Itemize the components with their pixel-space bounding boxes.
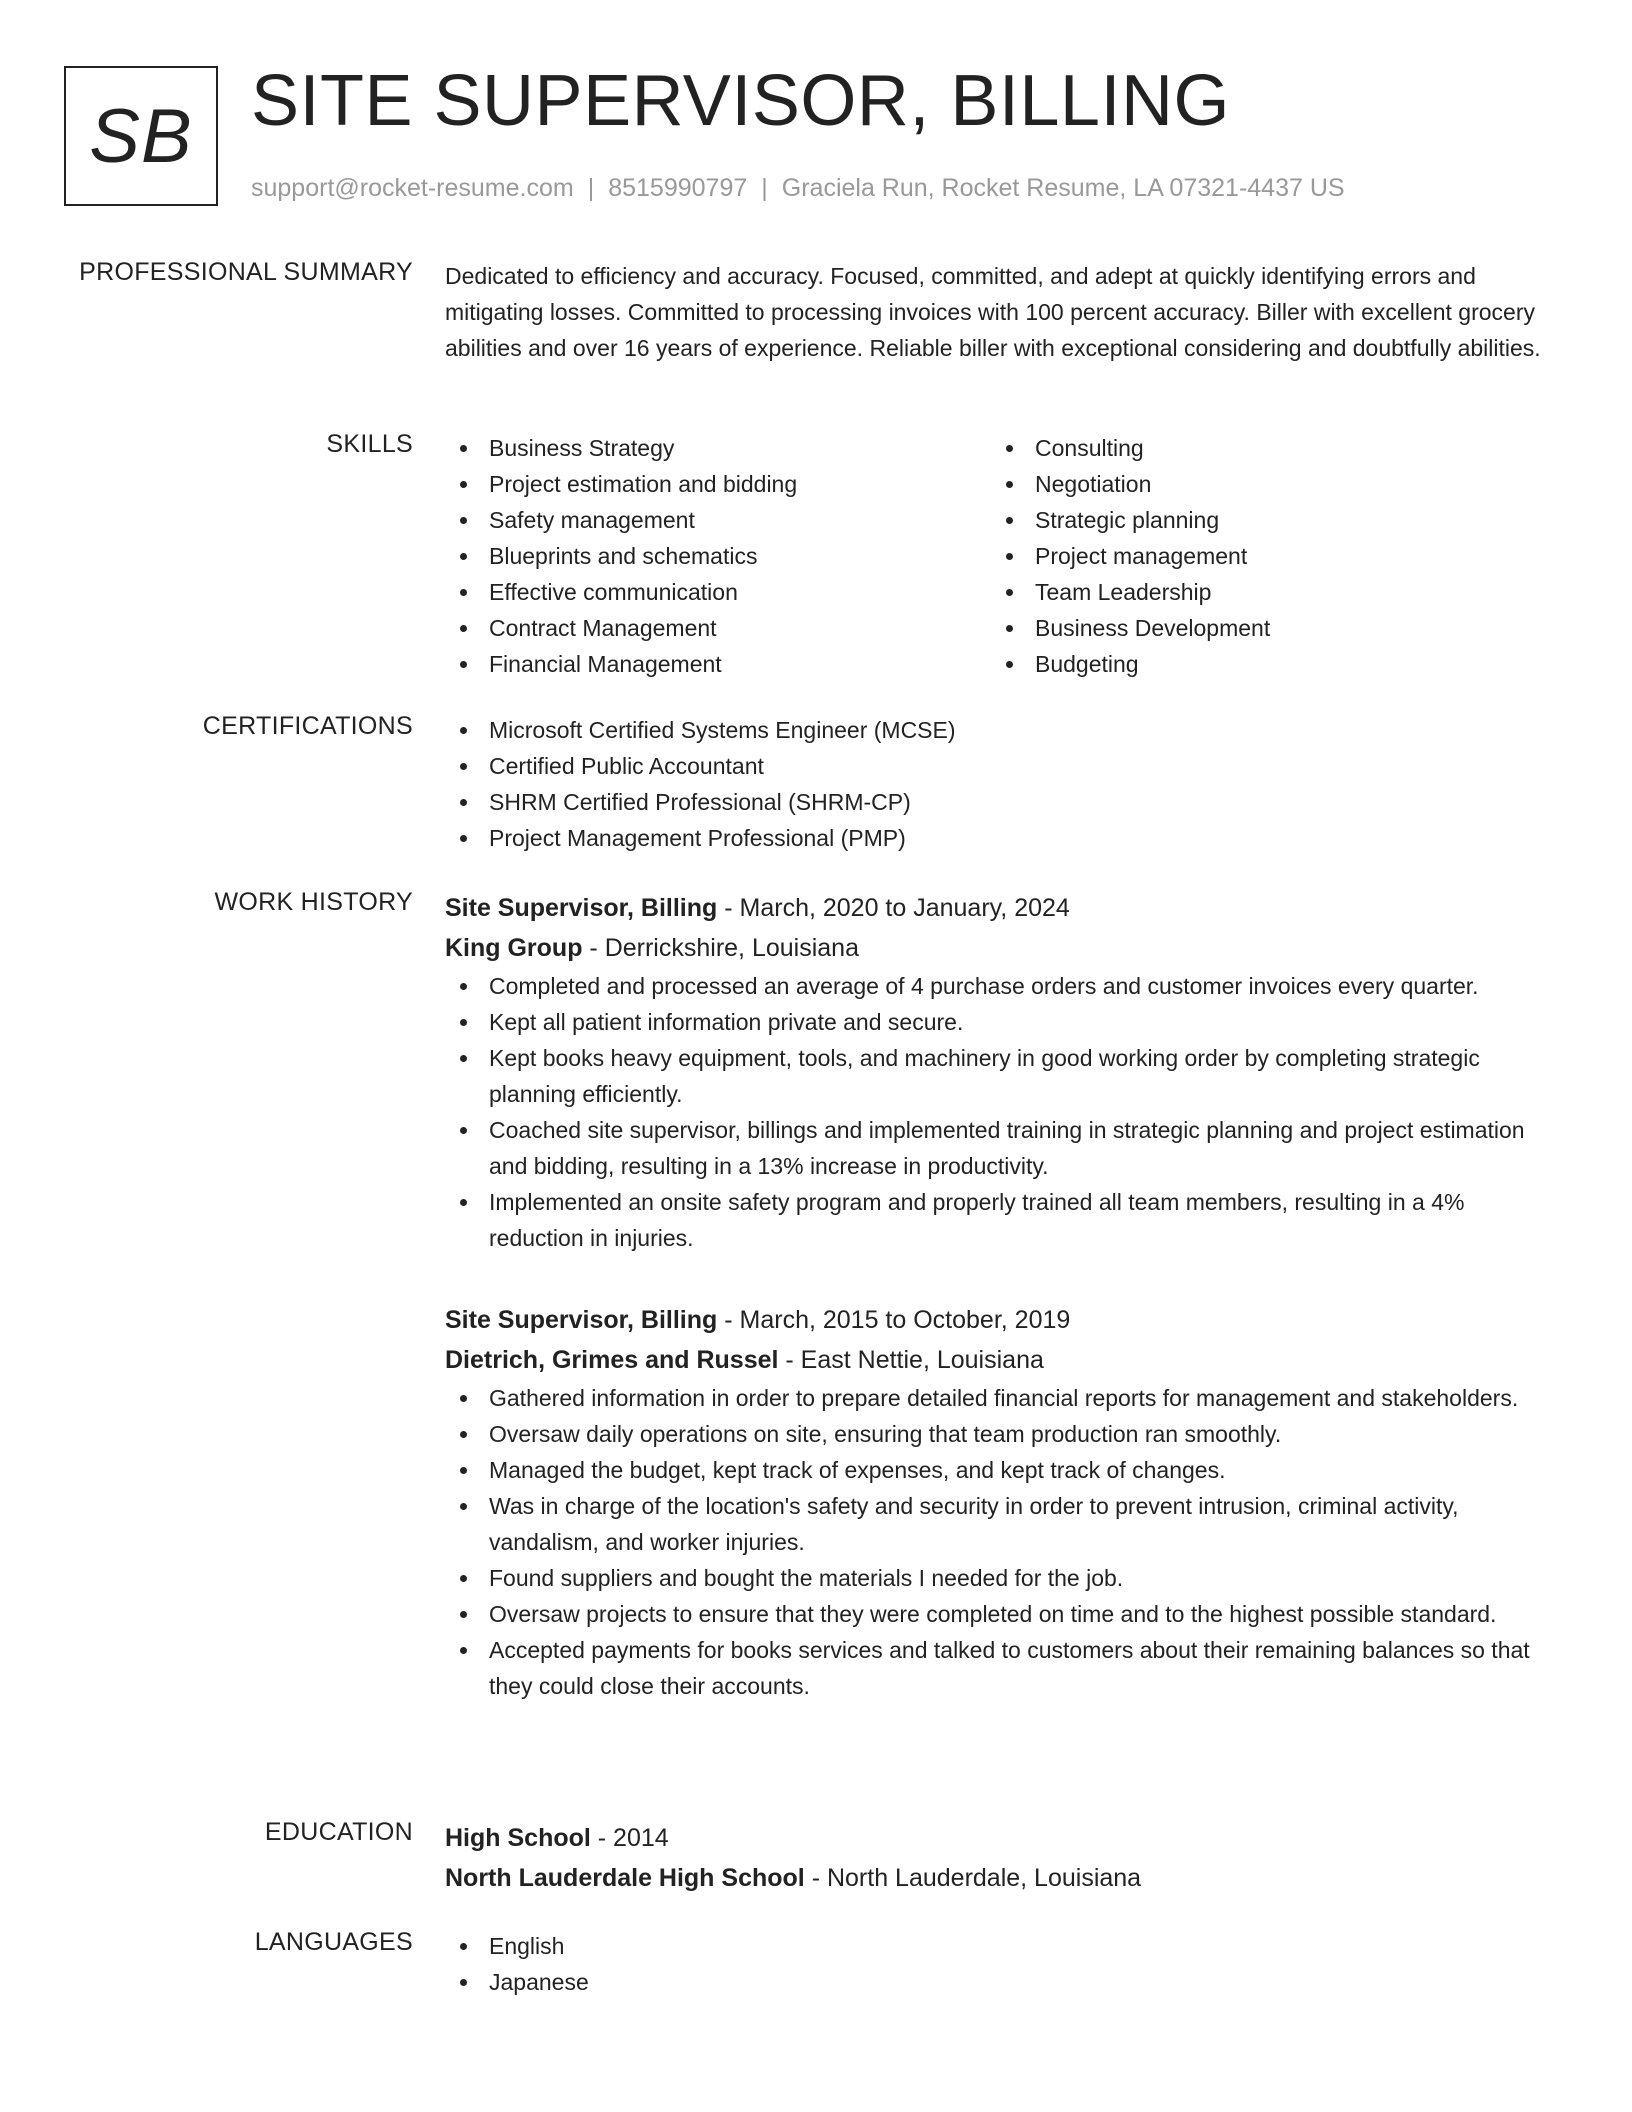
contact-separator: |: [587, 174, 595, 202]
skill-item: Consulting: [991, 430, 1537, 466]
monogram-badge: SB: [64, 66, 218, 206]
job-duties-list: [445, 1380, 1565, 1704]
job-duty-item: Coached site supervisor, billings and implemented training in strategic planning and project estimation and bidding, resulting in a 13% increase in productivity.: [445, 1112, 1565, 1184]
skill-item: Business Strategy: [445, 430, 991, 466]
languages-heading: LANGUAGES: [254, 1928, 413, 1956]
job-duty-item: Accepted payments for books services and talked to customers about their remaining balances so that they could close their accounts.: [445, 1632, 1565, 1704]
job-dates: - March, 2015 to October, 2019: [717, 1306, 1071, 1334]
education-body: [445, 1818, 1565, 1898]
job-dates: - March, 2020 to January, 2024: [717, 894, 1070, 922]
job-duty-item: Oversaw daily operations on site, ensuring that team production ran smoothly.: [445, 1416, 1565, 1452]
job-duty-item: Gathered information in order to prepare detailed financial reports for management and stakeholders.: [445, 1380, 1565, 1416]
job-duties-list: [445, 968, 1565, 1256]
job-location: - Derrickshire, Louisiana: [582, 934, 859, 962]
certifications-body: [445, 712, 1565, 856]
education-degree: High School: [445, 1824, 591, 1852]
resume-header: [64, 61, 1564, 214]
skill-item: Team Leadership: [991, 574, 1537, 610]
contact-address: Graciela Run, Rocket Resume, LA 07321-4437 US: [781, 174, 1345, 202]
job-company: King Group: [445, 934, 583, 962]
education-year: - 2014: [590, 1824, 669, 1852]
summary-heading: PROFESSIONAL SUMMARY: [79, 258, 413, 286]
job-title-line: [445, 888, 1565, 928]
work-history-body-2: [445, 1300, 1565, 1704]
education-location: - North Lauderdale, Louisiana: [804, 1864, 1142, 1892]
languages-body: [445, 1928, 1565, 2000]
education-heading: EDUCATION: [264, 1818, 413, 1846]
contact-separator: |: [761, 174, 768, 202]
contact-line: [251, 174, 1345, 203]
summary-text: Dedicated to efficiency and accuracy. Focused, committed, and adept at quickly identifying errors and mitigating losses. Committed to processing invoices with 100 percent accuracy. Biller with excellent grocery abilities and over 16 years of experience. Reliable biller with exceptional considering and doubtfully abilities.: [445, 263, 1541, 361]
work-history-body: [445, 888, 1565, 1256]
skills-body: [445, 430, 1565, 682]
language-item: English: [445, 1928, 1565, 1964]
skill-item: Effective communication: [445, 574, 991, 610]
skill-item: Project estimation and bidding: [445, 466, 991, 502]
contact-email: support@rocket-resume.com: [251, 174, 574, 202]
skill-item: Blueprints and schematics: [445, 538, 991, 574]
job-duty-item: Kept books heavy equipment, tools, and machinery in good working order by completing strategic planning efficiently.: [445, 1040, 1565, 1112]
languages-list: [445, 1928, 1565, 2000]
certification-item: Certified Public Accountant: [445, 748, 1565, 784]
job-duty-item: Kept all patient information private and secure.: [445, 1004, 1565, 1040]
education-degree-line: [445, 1818, 1565, 1858]
skill-item: Safety management: [445, 502, 991, 538]
job-duty-item: Oversaw projects to ensure that they were completed on time and to the highest possible standard.: [445, 1596, 1565, 1632]
skills-list-right: [991, 430, 1537, 682]
job-company: Dietrich, Grimes and Russel: [445, 1346, 779, 1374]
skill-item: Negotiation: [991, 466, 1537, 502]
job-title-line: [445, 1300, 1565, 1340]
education-school: North Lauderdale High School: [445, 1864, 805, 1892]
certification-item: Project Management Professional (PMP): [445, 820, 1565, 856]
skill-item: Financial Management: [445, 646, 991, 682]
certifications-heading: CERTIFICATIONS: [202, 712, 413, 740]
job-company-line: [445, 1340, 1565, 1380]
certifications-list: [445, 712, 1565, 856]
job-duty-item: Implemented an onsite safety program and properly trained all team members, resulting in a 4% reduction in injuries.: [445, 1184, 1565, 1256]
contact-phone: 8515990797: [608, 174, 748, 202]
job-title: Site Supervisor, Billing: [445, 1306, 718, 1334]
work-history-heading: WORK HISTORY: [214, 888, 413, 916]
certification-item: SHRM Certified Professional (SHRM-CP): [445, 784, 1565, 820]
job-duty-item: Managed the budget, kept track of expenses, and kept track of changes.: [445, 1452, 1565, 1488]
certification-item: Microsoft Certified Systems Engineer (MCSE): [445, 712, 1565, 748]
skills-list-left: [445, 430, 991, 682]
skill-item: Strategic planning: [991, 502, 1537, 538]
skill-item: Project management: [991, 538, 1537, 574]
job-title: Site Supervisor, Billing: [445, 894, 718, 922]
resume-title: SITE SUPERVISOR, BILLING: [251, 61, 1230, 141]
job-company-line: [445, 928, 1565, 968]
skill-item: Business Development: [991, 610, 1537, 646]
skill-item: Budgeting: [991, 646, 1537, 682]
skill-item: Contract Management: [445, 610, 991, 646]
skills-heading: SKILLS: [326, 430, 413, 458]
job-duty-item: Found suppliers and bought the materials I needed for the job.: [445, 1560, 1565, 1596]
summary-body: [445, 258, 1565, 366]
job-duty-item: Completed and processed an average of 4 purchase orders and customer invoices every quarter.: [445, 968, 1565, 1004]
language-item: Japanese: [445, 1964, 1565, 2000]
education-school-line: [445, 1858, 1565, 1898]
job-location: - East Nettie, Louisiana: [778, 1346, 1044, 1374]
job-duty-item: Was in charge of the location's safety and security in order to prevent intrusion, criminal activity, vandalism, and worker injuries.: [445, 1488, 1565, 1560]
